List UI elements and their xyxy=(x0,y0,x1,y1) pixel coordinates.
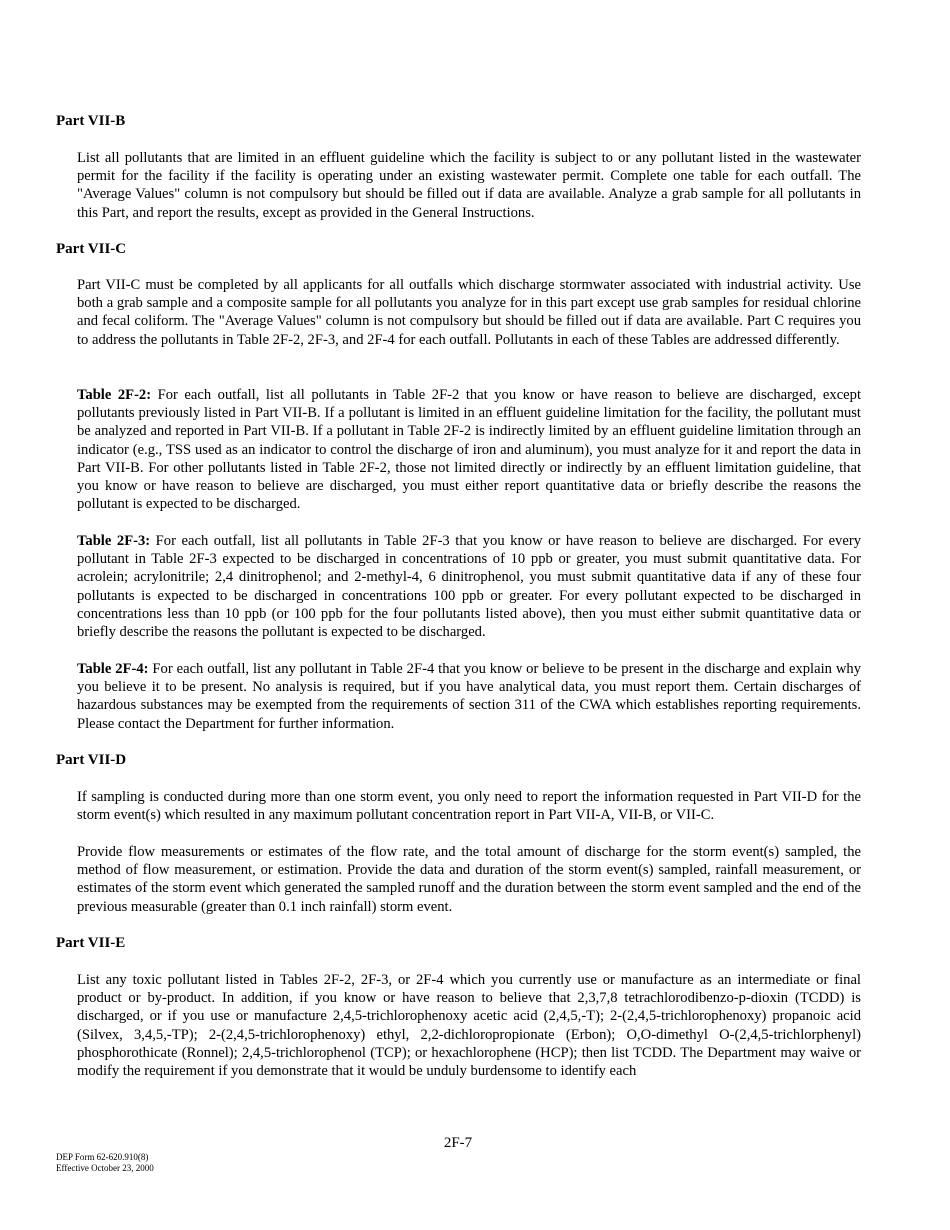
heading-part-vii-c: Part VII-C xyxy=(56,241,127,257)
paragraph-vii-d-1: If sampling is conducted during more than one storm event, you only need to report the information requested in Part VII-D for the storm event(s) which resulted in any maximum pollutant concentration report in Part VII-A, VII-B, or VII-C. xyxy=(77,789,861,824)
paragraph-vii-e: List any toxic pollutant listed in Tables 2F-2, 2F-3, or 2F-4 which you currently use or manufacture as an intermediate or final product or by-product. In addition, if you know or have reason to believe that 2,3,7,8 tetrachlorodibenzo-p-dioxin (TCDD) is discharged, or if you use or manufacture 2,4,5-trichlorophenoxy acetic acid (2,4,5,-T); 2-(2,4,5-trichlorophenoxy) propanoic acid (Silvex, 3,4,5,-TP); 2-(2,4,5-trichlorophenoxy) ethyl, 2,2-dichloropropionate (Erbon); O,O-dimethyl O-(2,4,5-trichlorphenyl) phosphorothicate (Ronnel); 2,4,5-trichlorophenol (TCP); or hexachlorophene (HCP); then list TCDD. The Department may waive or modify the requirement if you demonstrate that it would be unduly burdensome to identify each xyxy=(77,972,861,1080)
paragraph-table-2f-3 xyxy=(77,532,861,641)
page-number: 2F-7 xyxy=(443,1135,473,1151)
paragraph-table-2f-2 xyxy=(77,386,861,513)
text-table-2f-3: For each outfall, list all pollutants in Table 2F-3 that you know or have reason to believe are discharged. For every pollutant in Table 2F-3 expected to be discharged in concentrations of 10 ppb or greater, you must submit quantitative data. For acrolein; acrylonitrile; 2,4 dinitrophenol; and 2-methyl-4, 6 dinitrophenol, you must submit quantitative data if any of these four pollutants is expected to be discharged in concentrations 100 ppb or greater. For every pollutant expected to be discharged in concentrations less than 10 ppb (or 100 ppb for the four pollutants listed above), then you must either submit quantitative data or briefly describe the reasons the pollutant is expected to be discharged. xyxy=(77,533,861,641)
footer xyxy=(56,1152,154,1174)
label-table-2f-4: Table 2F-4: xyxy=(77,661,149,677)
footer-effective-date: Effective October 23, 2000 xyxy=(56,1163,154,1173)
paragraph-vii-d-2: Provide flow measurements or estimates of the flow rate, and the total amount of discharge for the storm event(s) sampled, the method of flow measurement, or estimation. Provide the data and duration of the storm event(s) sampled, rainfall measurement, or estimates of the storm event which generated the sampled runoff and the duration between the storm event sampled and the end of the previous measurable (greater than 0.1 inch rainfall) storm event. xyxy=(77,844,861,915)
paragraph-table-2f-4 xyxy=(77,660,861,733)
paragraph-vii-b: List all pollutants that are limited in an effluent guideline which the facility is subject to or any pollutant listed in the wastewater permit for the facility if the facility is operating under an existing wastewater permit. Complete one table for each outfall. The "Average Values" column is not compulsory but should be filled out if data are available. Analyze a grab sample for all pollutants in this Part, and report the results, except as provided in the General Instructions. xyxy=(77,150,861,221)
heading-part-vii-d: Part VII-D xyxy=(56,752,127,768)
label-table-2f-2: Table 2F-2: xyxy=(77,387,152,403)
label-table-2f-3: Table 2F-3: xyxy=(77,533,151,549)
text-table-2f-4: For each outfall, list any pollutant in Table 2F-4 that you know or believe to be present in the discharge and explain why you believe it to be present. No analysis is required, but if you have analytical data, you must report them. Certain discharges of hazardous substances may be exempted from the requirements of section 311 of the CWA which establishes reporting requirements. Please contact the Department for further information. xyxy=(77,661,861,732)
footer-form-id: DEP Form 62-620.910(8) xyxy=(56,1152,149,1162)
heading-part-vii-b: Part VII-B xyxy=(56,113,126,129)
text-table-2f-2: For each outfall, list all pollutants in Table 2F-2 that you know or have reason to believe are discharged, except pollutants previously listed in Part VII-B. If a pollutant is limited in an effluent guideline limitation for the facility, the pollutant must be analyzed and reported in Part VII-B. If a pollutant in Table 2F-2 is indirectly limited by an effluent guideline limitation through an indicator (e.g., TSS used as an indicator to control the discharge of iron and aluminum), you must analyze for it and report the data in Part VII-B. For other pollutants listed in Table 2F-2, those not limited directly or indirectly by an effluent limitation guideline, that you know or have reason to believe are discharged, you must either report quantitative data or briefly describe the reasons the pollutant is expected to be discharged. xyxy=(77,387,862,513)
heading-part-vii-e: Part VII-E xyxy=(56,935,126,951)
paragraph-vii-c-intro: Part VII-C must be completed by all applicants for all outfalls which discharge stormwater associated with industrial activity. Use both a grab sample and a composite sample for all pollutants you analyze for in this part except use grab samples for residual chlorine and fecal coliform. The "Average Values" column is not compulsory but should be filled out if data are available. Part C requires you to address the pollutants in Table 2F-2, 2F-3, and 2F-4 for each outfall. Pollutants in each of these Tables are addressed differently. xyxy=(77,277,861,348)
